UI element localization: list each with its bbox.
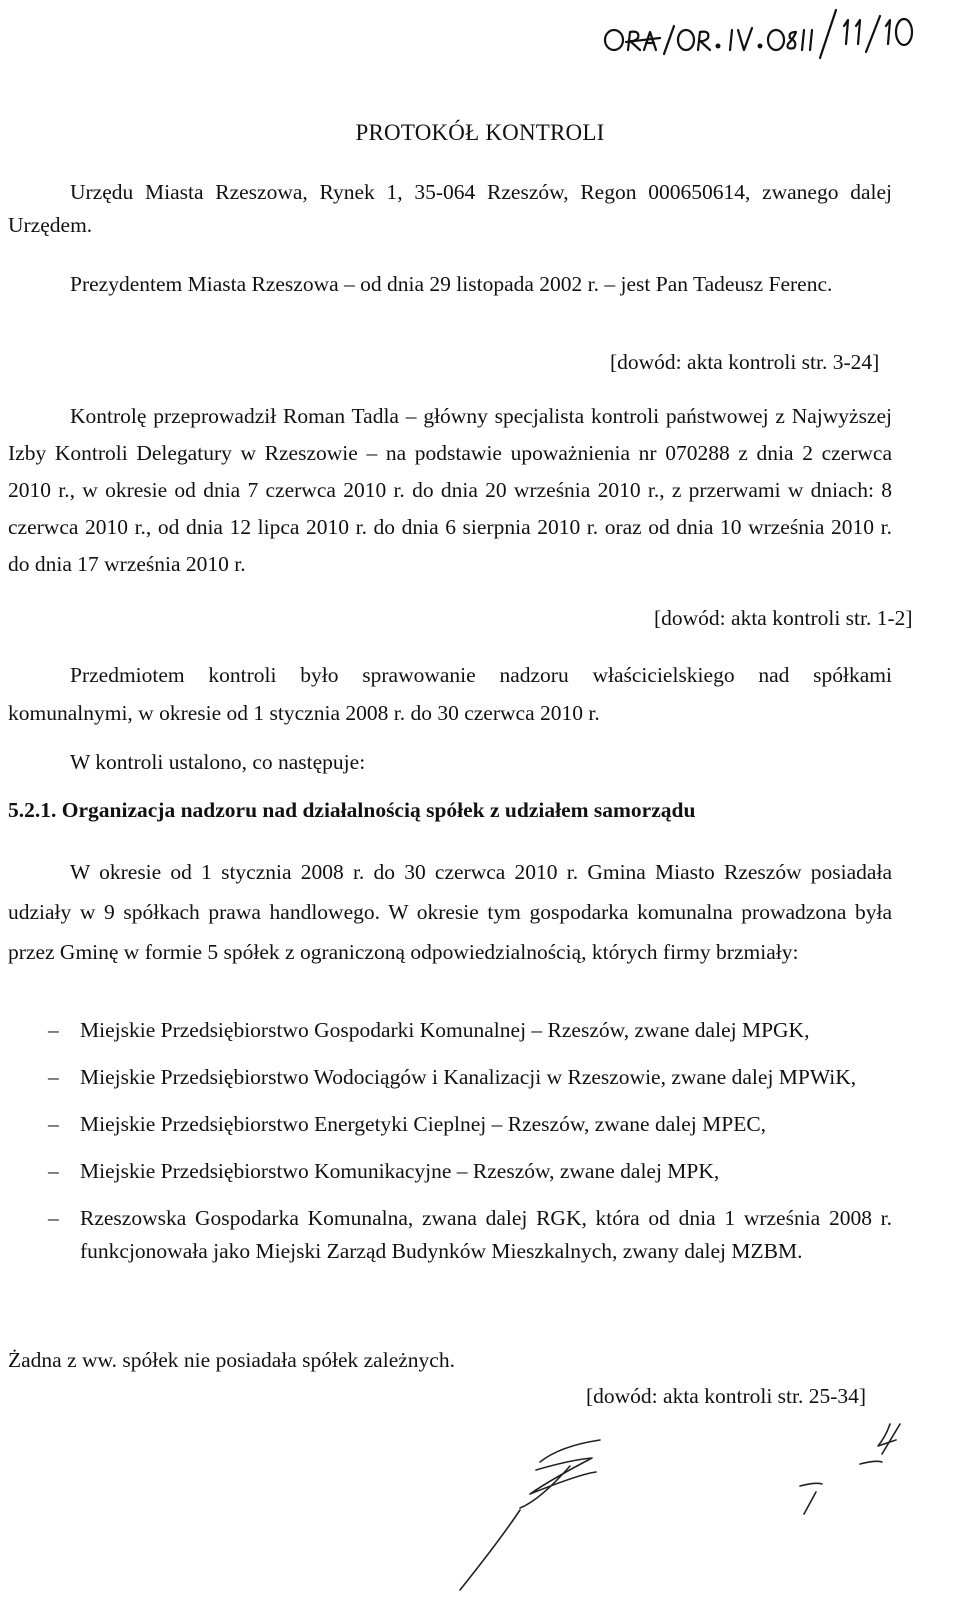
list-item-text: Miejskie Przedsiębiorstwo Wodociągów i Kanalizacji w Rzeszowie, zwane dalej MPWiK, bbox=[80, 1065, 857, 1089]
paragraph-office: Urzędu Miasta Rzeszowa, Rynek 1, 35-064 Rzeszów, Regon 000650614, zwanego dalej Urzędem. bbox=[8, 180, 892, 237]
list-dash: – bbox=[48, 1065, 59, 1089]
list-item bbox=[8, 1061, 892, 1094]
list-item-text: Miejskie Przedsiębiorstwo Gospodarki Komunalnej – Rzeszów, zwane dalej MPGK, bbox=[80, 1018, 810, 1042]
list-item-text: Miejskie Przedsiębiorstwo Energetyki Cieplnej – Rzeszów, zwane dalej MPEC, bbox=[80, 1112, 767, 1136]
signature bbox=[420, 1410, 940, 1600]
document-title: PROTOKÓŁ KONTROLI bbox=[355, 120, 605, 145]
evidence-reference: [dowód: akta kontroli str. 25-34] bbox=[586, 1384, 867, 1408]
company-list bbox=[8, 1014, 892, 1282]
list-item-text: Rzeszowska Gospodarka Komunalna, zwana dalej RGK, która od dnia 1 września 2008 r. funkcjonowała jako Miejski Zarząd Budynków Mieszkalnych, zwany dalej MZBM. bbox=[80, 1206, 892, 1263]
evidence-reference: [dowód: akta kontroli str. 1-2] bbox=[654, 606, 913, 630]
evidence-reference: [dowód: akta kontroli str. 3-24] bbox=[610, 350, 880, 374]
handwritten-reference-number bbox=[600, 2, 920, 62]
list-item-text: Miejskie Przedsiębiorstwo Komunikacyjne – Rzeszów, zwane dalej MPK, bbox=[80, 1159, 720, 1183]
paragraph-subject: Przedmiotem kontroli było sprawowanie nadzoru właścicielskiego nad spółkami komunalnymi, w okresie od 1 stycznia 2008 r. do 30 czerwca 2010 r. bbox=[8, 663, 892, 725]
list-item bbox=[8, 1155, 892, 1188]
list-item bbox=[8, 1108, 892, 1141]
paragraph-president: Prezydentem Miasta Rzeszowa – od dnia 29 listopada 2002 r. – jest Pan Tadeusz Ferenc. bbox=[70, 272, 833, 296]
paragraph-inspection: Kontrolę przeprowadził Roman Tadla – główny specjalista kontroli państwowej z Najwyższej Izby Kontroli Delegatury w Rzeszowie – na podstawie upoważnienia nr 070288 z dnia 2 czerwca 2010 r., w okresie od dnia 7 czerwca 2010 r. do dnia 20 września 2010 r., z przerwami w dniach: 8 czerwca 2010 r., od dnia 12 lipca 2010 r. do dnia 6 sierpnia 2010 r. oraz od dnia 10 września 2010 r. do dnia 17 września 2010 r. bbox=[8, 404, 892, 576]
section-heading: 5.2.1. Organizacja nadzoru nad działalnością spółek z udziałem samorządu bbox=[8, 798, 696, 822]
paragraph-section-body: W okresie od 1 stycznia 2008 r. do 30 czerwca 2010 r. Gmina Miasto Rzeszów posiadała udziały w 9 spółkach prawa handlowego. W okresie tym gospodarka komunalna prowadzona była przez Gminę w formie 5 spółek z ograniczoną odpowiedzialnością, których firmy brzmiały: bbox=[8, 860, 892, 964]
list-dash: – bbox=[48, 1112, 59, 1136]
findings-intro: W kontroli ustalono, co następuje: bbox=[70, 750, 366, 774]
list-dash: – bbox=[48, 1018, 59, 1042]
list-dash: – bbox=[48, 1206, 59, 1230]
list-item bbox=[8, 1014, 892, 1047]
list-item bbox=[8, 1202, 892, 1268]
closing-statement: Żadna z ww. spółek nie posiadała spółek zależnych. bbox=[8, 1348, 455, 1372]
list-dash: – bbox=[48, 1159, 59, 1183]
